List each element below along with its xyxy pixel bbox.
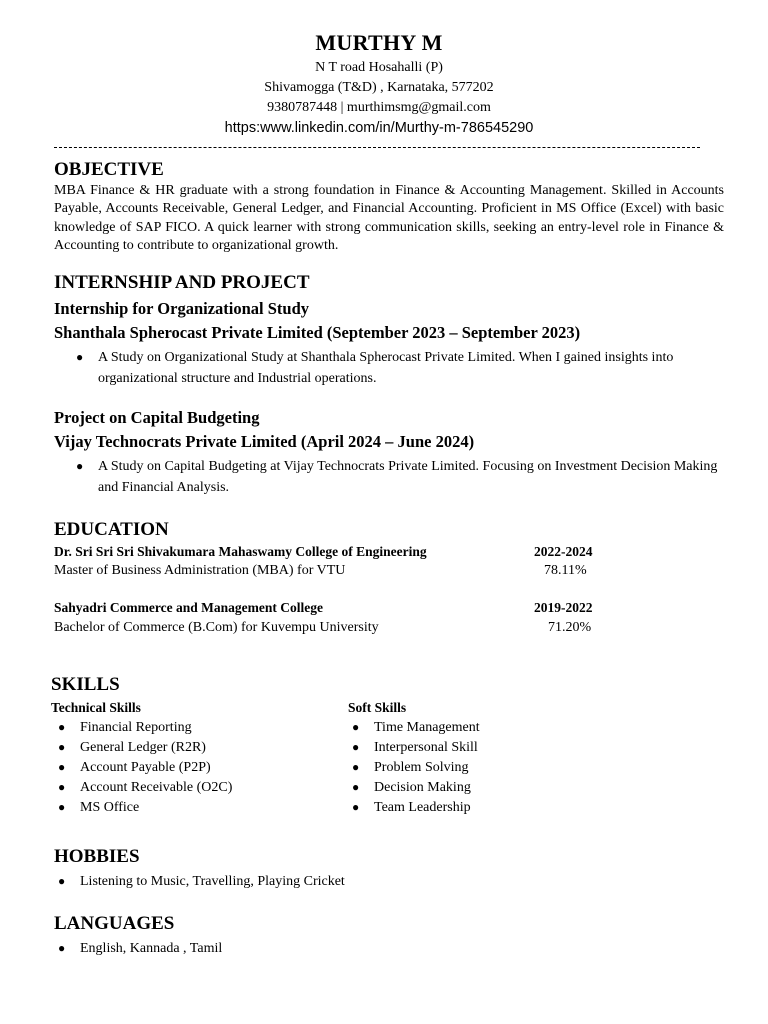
education-college-2: Sahyadri Commerce and Management College [54,600,323,615]
objective-heading: OBJECTIVE [54,159,164,180]
bullet-icon: ● [76,350,84,364]
internship-bullet [76,347,718,389]
bullet-icon: ● [352,780,360,794]
project-org: Vijay Technocrats Private Limited (April 2024 – June 2024) [54,432,475,451]
bullet-icon: ● [352,800,360,814]
internship-bullet-text: A Study on Organizational Study at Shanthala Spherocast Private Limited. When I gained insights into organizational structure and Industrial operations. [98,350,674,386]
list-item: ● Team Leadership [352,800,471,815]
education-score-2: 71.20% [548,620,592,635]
linkedin-link[interactable]: https:www.linkedin.com/in/Murthy-m-786545290 [224,120,534,136]
list-item: ● Listening to Music, Travelling, Playing Cricket [58,874,345,889]
education-degree-1: Master of Business Administration (MBA) for VTU [54,563,346,578]
education-years-1: 2022-2024 [534,544,593,559]
list-item: ● MS Office [58,800,140,815]
internship-title: Internship for Organizational Study [54,299,310,318]
address-line-1: N T road Hosahalli (P) [315,60,443,75]
soft-skills-heading: Soft Skills [348,700,407,715]
bullet-icon: ● [352,760,360,774]
bullet-icon: ● [58,740,66,754]
bullet-icon: ● [58,941,66,955]
bullet-icon: ● [352,740,360,754]
resume-name: MURTHY M [315,30,443,55]
project-title: Project on Capital Budgeting [54,408,260,427]
education-degree-2: Bachelor of Commerce (B.Com) for Kuvempu University [54,620,379,635]
languages-heading: LANGUAGES [54,913,175,934]
hobbies-heading: HOBBIES [54,846,140,867]
internship-org: Shanthala Spherocast Private Limited (September 2023 – September 2023) [54,323,581,342]
list-item: ● English, Kannada , Tamil [58,941,223,956]
education-college-1: Dr. Sri Sri Sri Shivakumara Mahaswamy College of Engineering [54,544,427,559]
internship-heading: INTERNSHIP AND PROJECT [54,272,310,293]
bullet-icon: ● [352,720,360,734]
project-bullet [76,456,718,498]
list-item: ● Time Management [352,720,480,735]
contact-line: 9380787448 | murthimsmg@gmail.com [267,100,491,115]
list-item: ● Problem Solving [352,760,469,775]
education-score-1: 78.11% [544,563,587,578]
list-item: ● Interpersonal Skill [352,740,478,755]
header-divider [54,147,700,148]
address-line-2: Shivamogga (T&D) , Karnataka, 577202 [264,80,494,95]
skills-heading: SKILLS [51,674,120,695]
list-item: ● Account Receivable (O2C) [58,780,233,795]
technical-skills-heading: Technical Skills [51,700,141,715]
bullet-icon: ● [58,800,66,814]
list-item: ● Account Payable (P2P) [58,760,211,775]
bullet-icon: ● [58,760,66,774]
bullet-icon: ● [58,874,66,888]
education-years-2: 2019-2022 [534,600,593,615]
bullet-icon: ● [58,720,66,734]
list-item: ● General Ledger (R2R) [58,740,206,755]
education-heading: EDUCATION [54,519,169,540]
project-bullet-text: A Study on Capital Budgeting at Vijay Technocrats Private Limited. Focusing on Investment Decision Making and Financial Analysis. [98,459,718,495]
list-item: ● Financial Reporting [58,720,192,735]
bullet-icon: ● [58,780,66,794]
objective-text: MBA Finance & HR graduate with a strong foundation in Finance & Accounting Management. Skilled in Accounts Payable, Accounts Receivable, General Ledger, and Financial Accounting. Proficient in MS Office (Excel) with basic knowledge of SAP FICO. A quick learner with strong communication skills, seeking an entry-level role in Finance & Accounting to contribute to organizational growth. [54,183,724,254]
list-item: ● Decision Making [352,780,471,795]
bullet-icon: ● [76,459,84,473]
